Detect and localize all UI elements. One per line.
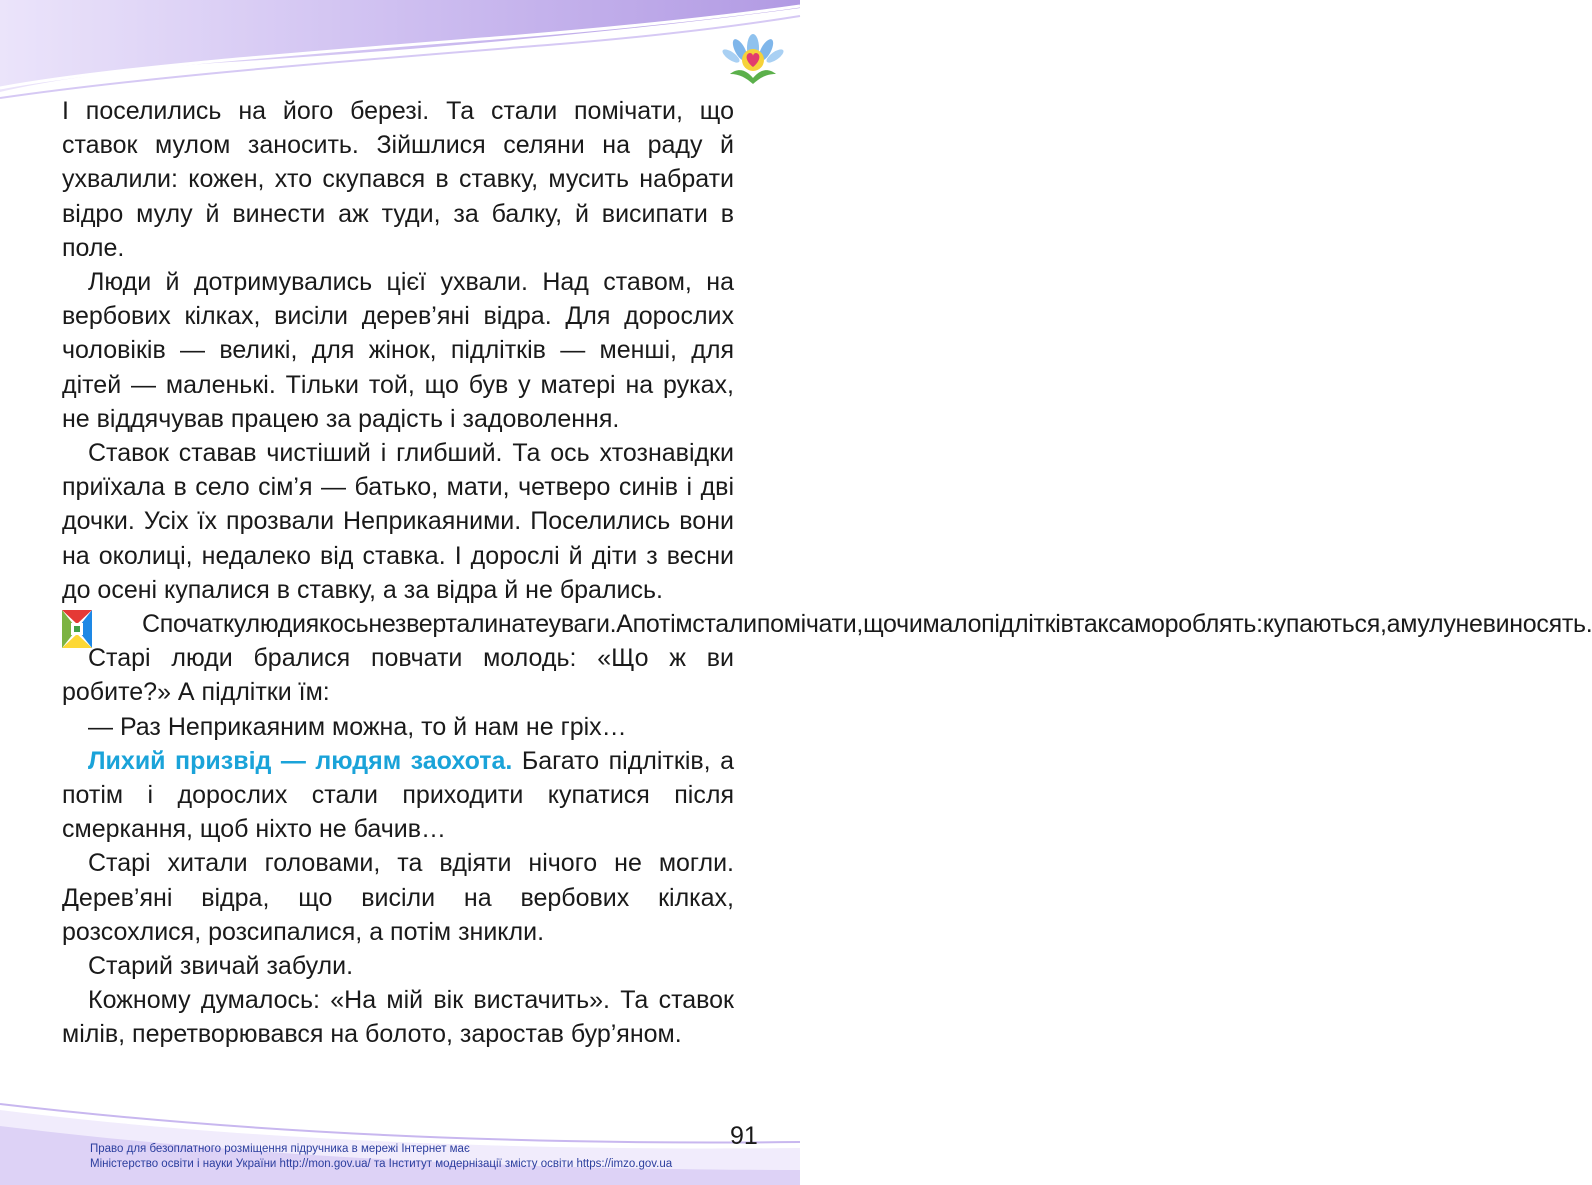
text-body xyxy=(62,94,1592,1052)
paragraph-6-text: Багато підлітків, а потім і дорослих стали приходити купатися після смеркання, щоб ніхто не бачив… xyxy=(62,746,734,844)
paragraph-1: І поселились на його березі. Та стали помічати, що ставок мулом заносить. Зійшлися селяни на раду й ухвалили: кожен, хто скупався в ставку, мусить набрати відро мулу й винести аж туди, за балку, й висипати в поле. xyxy=(62,97,734,262)
footer-line-2: Міністерство освіти і науки України http://mon.gov.ua/ та Інститут модернізації змісту освіти https://imzo.gov.ua xyxy=(90,1158,673,1170)
proverb-highlight: Лихий призвід — людям заохота. xyxy=(88,746,513,775)
page-number: 91 xyxy=(730,1122,758,1150)
paragraph-3: Ставок ставав чистіший і глибший. Та ось хтознавідки приїхала в село сім’я — батько, мати, четверо синів і дві дочки. Усіх їх прозвали Неприкаяними. Поселились вони на околиці, недалеко від ставка. І дорослі й діти з весни до осені купалися в ставку, а за відра й не брались. xyxy=(62,439,734,604)
puzzle-task-icon xyxy=(62,610,92,648)
task-text: Спочаткулюдиякосьнезверталинатеуваги.Апотімсталипомічати,щочималопідлітківтаксамороблять:купаються,амулуневиносять. xyxy=(142,610,1592,639)
paragraph-9: Кожному думалось: «На мій вік вистачить». Та ставок мілів, перетворювався на болото, заростав бур’яном. xyxy=(62,986,734,1049)
task-block xyxy=(62,607,1592,641)
paragraph-5: — Раз Неприкаяним можна, то й нам не гріх… xyxy=(88,712,627,741)
paragraph-8: Старий звичай забули. xyxy=(88,952,354,981)
footer-line-1: Право для безоплатного розміщення підручника в мережі Інтернет має xyxy=(90,1143,470,1155)
paragraph-7: Старі хитали головами, та вдіяти нічого не могли. Дерев’яні відра, що висіли на вербових кілках, розсохлися, розсипалися, а потім зникли. xyxy=(62,849,734,946)
paragraph-4: Старі люди бралися повчати молодь: «Що ж ви робите?» А підлітки їм: xyxy=(62,644,734,707)
paragraph-6 xyxy=(62,744,734,847)
footer-copyright xyxy=(90,1142,672,1172)
paragraph-2: Люди й дотримувались цієї ухвали. Над ставом, на вербових кілках, висіли дерев’яні відра. Для дорослих чоловіків — великі, для жінок, підлітків — менші, для дітей — маленькі. Тільки той, що був у матері на руках, не віддячував працею за радість і задоволення. xyxy=(62,268,734,433)
ornament-flower-icon xyxy=(718,22,788,88)
